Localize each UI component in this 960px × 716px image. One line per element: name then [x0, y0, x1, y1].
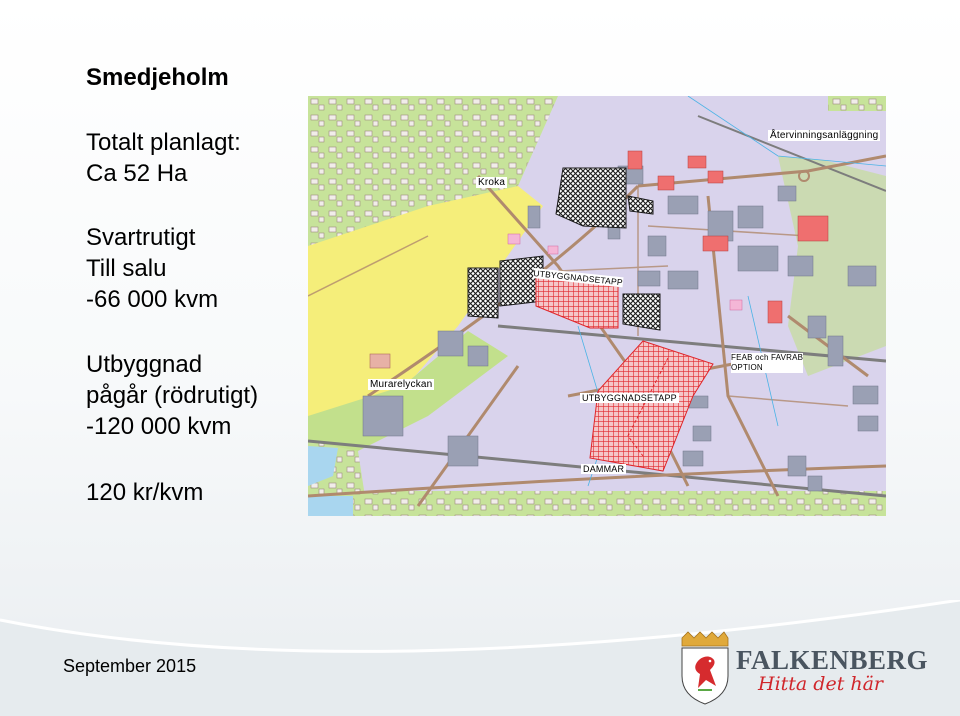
for-sale-pattern: Svartrutigt — [86, 224, 196, 251]
map-graphic — [308, 96, 886, 516]
for-sale-area: -66 000 kvm — [86, 286, 219, 313]
map-label-dammar: DAMMAR — [583, 464, 625, 474]
for-sale-block — [86, 222, 218, 315]
map-label-kroka: Kroka — [478, 177, 506, 188]
price-per-sqm: 120 kr/kvm — [86, 479, 204, 506]
site-map — [308, 96, 886, 516]
development-status: pågår (rödrutigt) — [86, 382, 259, 409]
for-sale-label: Till salu — [86, 255, 167, 282]
map-label-phase-2: UTBYGGNADSETAPP — [582, 393, 677, 403]
brand-tagline: Hitta det här — [758, 673, 884, 695]
development-label: Utbyggnad — [86, 351, 203, 378]
development-area: -120 000 kvm — [86, 413, 232, 440]
planned-area-label: Totalt planlagt: — [86, 129, 241, 156]
development-block — [86, 349, 258, 442]
map-label-feab-line1: FEAB och FAVRAB — [731, 353, 804, 362]
brand-name: FALKENBERG — [736, 645, 929, 675]
planned-area-block — [86, 127, 241, 189]
map-label-recycling: Återvinningsanläggning — [770, 130, 879, 141]
map-label-feab-line2: OPTION — [731, 363, 763, 372]
map-label-feab — [731, 353, 803, 373]
footer-date: September 2015 — [63, 656, 197, 676]
map-label-murarelyckan: Murarelyckan — [370, 379, 433, 390]
planned-area-value: Ca 52 Ha — [86, 160, 188, 187]
slide-title: Smedjeholm — [86, 64, 229, 91]
price-block — [86, 477, 203, 508]
map-label-phase-1: UTBYGGNADSETAPP — [532, 268, 624, 288]
